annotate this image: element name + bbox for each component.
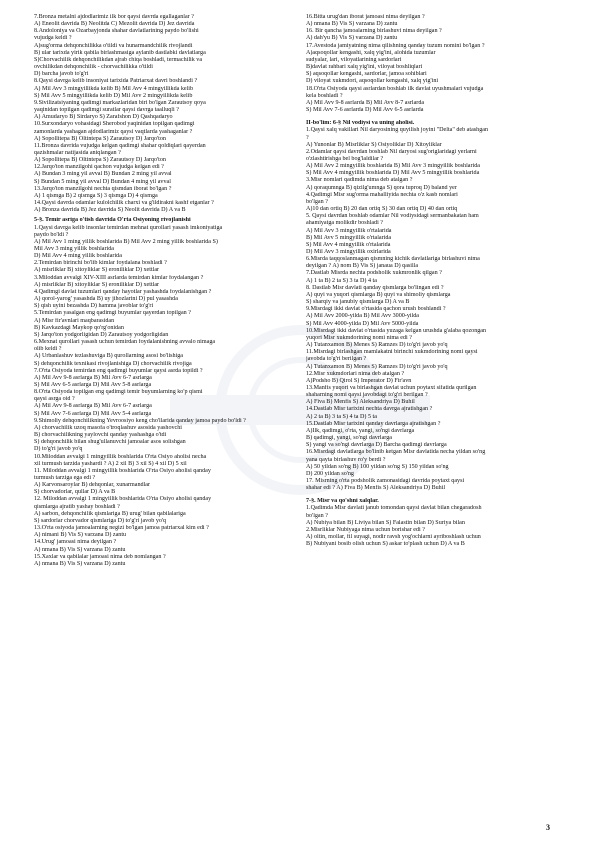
text-line: S) Mil Avv 4 mingyillik o'rtalarida — [306, 241, 391, 248]
text-line: yaqinidan topilgan qadimgi suratlar qaysi davrga taalluqli ? — [34, 107, 179, 114]
text-line: 1.Qadimda Misr davlati janub tomondan qaysi davlat bilan chegaradosh — [306, 505, 482, 512]
text-line: S) dehqonchilik texnikasi rivojlanishiga D) chorvachilik rivojiga — [34, 360, 192, 367]
text-line: 12.Misr xukmdorlari nima deb atalgan ? — [306, 370, 405, 377]
text-line: 14.Qaysi davrda odamlar kulolchilik charxi va g'ildirakni kashf etganlar ? — [34, 200, 214, 207]
text-line: 2.Temirdan birinchi bo'lib kimlar foydalana boshladi ? — [34, 260, 167, 267]
text-line: A)Ilk, qadimgi, o'rta, yangi, so'ngi davrlarga — [306, 427, 415, 434]
text-line: 6.Misrda taqqoslanmagan qismning kichik davlatlariga birlashuvi nima — [306, 256, 480, 263]
text-line: 13.Manfis yuqori va birlashgan davlat uchun poytaxt sifatida qurilgan — [306, 384, 477, 391]
text-line: A) nimani B) Vis S) varzana D) zantu — [34, 532, 127, 539]
text-line: S) Mil Avv 6-5 asrlarga D) Mil Avv 5-8 asrlarga — [34, 381, 152, 388]
text-line: shaharning nomi qaysi javobdagi to'g'ri berilgan ? — [306, 392, 428, 399]
text-line: 16.Misrdagi davlatlarga bo'linib ketgan Misr davlatida necha yildan so'ng — [306, 449, 486, 456]
text-line: A) oltin, mollar, fil suyagi, nodir ravsh yog'ochlarni ayriboshlash uchun — [306, 534, 481, 541]
text-line: 7.Dastlab Misrda nechta podsholik xukmronlik qilgan ? — [306, 270, 442, 277]
text-line: A) nmana B) Vis S) varzana D) zantu — [34, 546, 126, 553]
text-line: sudyalar, lari, viloyatlarining sardorlari — [306, 56, 402, 63]
text-line: 4.Qadimgi Misr sug'orma mahalliyida nechta o'z kasb nomlari — [306, 191, 458, 198]
text-line: A) Sopollitepa B) Oltintepa S) Zarautsoy D) Jarqo'ton — [34, 135, 166, 142]
text-line: 8.O'rta Osiyoda topilgan eng qadimgi temir buyumlarning ko'p qismi — [34, 389, 203, 396]
text-line: 7.Bronza metalni ajdodlarimiz ilk bor qaysi davrda egallaganlar ? — [34, 14, 194, 20]
text-line: B) ular tarixda yirik qabila birlashmasiga aylanib dastlabki davlatlarga — [34, 49, 206, 56]
section-heading: II-bo'lim: 6-§ Nil vodiysi va uning aholisi. — [306, 120, 415, 127]
text-line: S) sharqiy va janubiy qismlarga D) A va B — [306, 299, 410, 306]
page-number: 3 — [546, 823, 550, 832]
text-line: A) Mil Avv 1 ming yillik boshlarida B) Mil Avv 2 ming yillik boshlarida S) — [34, 238, 218, 245]
text-line: A) nmana B) Vis S) varzana D) zantu — [34, 560, 126, 567]
text-line: 12. Miloddan avvalgi 1 mingyillik boshlarida O'rta Osiyo aholisi qanday — [34, 496, 212, 503]
text-line: S) Mil Avv 4000-yilda D) Mil Avv 5000-yilda — [306, 320, 419, 327]
text-line: 1.Qaysi xalq vakillari Nil daryosining quyilish joyini "Delta" deb atashgan — [306, 127, 489, 134]
text-line: 13.Jarqo'ton manzilgohi nechta qismdan iborat bo'lgan ? — [34, 185, 172, 192]
text-line: A) 2 ta B) 3 ta S) 4 ta D) 5 ta — [306, 413, 377, 420]
text-line: A)10 dan ortiq B) 20 dan ortiq S) 30 dan ortiq D) 40 dan ortiq — [306, 206, 458, 213]
text-line: S) yangi va so'ngi davrlarga D) Barcha qadimgi davrlarga — [306, 442, 447, 449]
text-line: S) sardorlar chorvador qismlariga D) to'g'ri javob yo'q — [34, 517, 167, 524]
text-line: A) Yunonlar B) Misrliklar S) Osiyoliklar D) Xitoyliklar — [306, 141, 442, 148]
text-line: qaysi asrga oid ? — [34, 396, 75, 403]
text-line: A) Sopollitepa B) Oltintepa S) Zarautsoy D) Jarqo'ton — [34, 157, 166, 164]
text-line: Mil Avv 3 ming yillik boshlarida — [34, 246, 114, 252]
text-line: A) Amudaryo B) Sirdaryo S) Zarafshon D) Qashqadaryo — [34, 114, 173, 121]
text-line: A) Bundan 3 ming yil avval B) Bundan 2 ming yil avval — [34, 171, 172, 178]
text-line: 7.O'rta Osiyoda temirdan eng qadimgi buyumlar qaysi asrda topildi ? — [34, 367, 203, 374]
text-line: B) qadimgi, yangi, so'ngi davrlarga — [306, 435, 392, 442]
text-line: A) misrliklar B) xitoyliklar S) eroniliklar D) xettlar — [34, 281, 160, 288]
text-line: 15.Xaxlar va qabilalar jamoasi nima deb nomlangan ? — [34, 553, 166, 560]
text-line: A) chorvachilik uzoq masofa o'troqlashuv asosida yashovchi — [34, 424, 182, 431]
text-line: 12.Jarqo'ton manzilgohi qachon vujudga kelgan edi ? — [34, 164, 164, 171]
text-line: S) Mil Avv 4 mingyillik boshlarida D) Mil Avv 5 mingyillik boshlarida — [306, 170, 480, 177]
text-line: 14.Urug' jamoasi nima deyilgan ? — [34, 539, 117, 546]
text-line: S) Jarqo'ton yodgorligidan D) Zarautsoy yodgorligidan — [34, 331, 169, 338]
text-line: 8. Dastlab Misr davlati qanday qismlarga bo'lingan edi ? — [306, 284, 444, 291]
text-line: kela boshladi ? — [306, 92, 343, 99]
text-line: turmush tarziga ega edi ? — [34, 475, 96, 481]
text-line: 17.Avestoda jamiyatning nima qilishning qanday tuzum nomini bo'lgan ? — [306, 42, 485, 49]
text-line: A) Mil Avv 9-8 asrlarda B) Mil Avv 8-7 asrlarda — [306, 99, 425, 106]
text-line: 3.Misr nomlari qadimda nima deb atalgan ? — [306, 177, 413, 184]
left-column — [34, 14, 302, 834]
text-line: bo'lgan ? — [306, 198, 328, 205]
text-line: D) 200 yildan so'ng — [306, 470, 354, 477]
text-line: o'zlashtirishga bel bog'laldilar ? — [306, 155, 384, 162]
text-line: A) Mil Avv 9-8 asrlarga B) Mil Avv 6-7 asrlarga — [34, 374, 152, 381]
text-line: 3.Miloddan avvalgi XIV-XIII asrlarda temirdan kimlar foydalangan ? — [34, 274, 204, 281]
text-line: S) aqsoqollar kengashi, sardorlar, jamoa sohiblari — [306, 71, 427, 78]
text-line: A) 1 ta B) 2 ta S) 3 ta D) 4 ta — [306, 277, 377, 284]
text-line: A) Eneolit davrida B) Neolitda C) Mezolit davrida D) Jez davrida — [34, 21, 195, 28]
text-line: 10.Surxondaryo vohasidagi Sherobod yaqinidan topilgan qadimgi — [34, 121, 195, 128]
text-line: ahamiyatga molikdir boshladi ? — [306, 220, 383, 227]
text-line: B)davlat rahbari xalq yig'ini, viloyat boshliqlari — [306, 64, 423, 71]
text-line: ovchilikdan dehqonchilik - chorvachilikka o'tildi — [34, 64, 153, 71]
text-line: 11.Bronza davrida vujudga kelgan qadimgi shahar qoldiqlari qayerdan — [34, 142, 206, 149]
text-line: 6.Mexnat qurollari yasash uchun temirdan foydalanishning avvalo nimaga — [34, 339, 216, 346]
text-line: 11. Miloddan avvalgi 1 mingyillik boshlarida O'rta Osiyo aholisi qanday — [34, 467, 211, 474]
text-line: 11.Misrdagi birlashgan mamlakatni birinchi xukmdorining nomi qaysi — [306, 349, 478, 356]
text-line: 10.Misrdagi ikki davlat o'rtasida yuzaga kelgan urushda g'alaba qozongan — [306, 327, 487, 334]
text-line: A) Nubiya bilan B) Liviya bilan S) Falastin bilan D) Suriya bilan — [306, 519, 465, 526]
text-line: A)sug'orma dehqonchilikka o'tildi va hunarmandchilik rivojlandi — [34, 42, 193, 49]
text-line: A) nmana B) Vis S) varzana D) zantu — [306, 21, 398, 28]
text-line: S) qish uyini bezashda D) hamma javoblar to'g'ri — [34, 303, 154, 310]
text-line: D) barcha javob to'g'ri — [34, 71, 89, 78]
text-line: 13.O'rta osiyoda jamoalarning negizi bo'lgan jamoa patriarxal kim edi ? — [34, 525, 209, 532]
text-line: 10.Miloddan avvalgi 1 mingyillik boshlarida O'rta Osiyo aholisi necha — [34, 453, 207, 460]
text-line: S) dehqonchilik bilan shug'ullanuvchi jamoalar asos solishgan — [34, 439, 186, 446]
text-line: A) Mil Avv 3 mingyillikda kelib B) Mil Avv 4 mingyillikda kelib — [34, 85, 194, 92]
text-line: 17. Misrning o'rta podsholik zamonasidagi davrida poytaxt qaysi — [306, 478, 465, 484]
text-line: yuqori Misr xukmdorining nomi nima edi ? — [306, 334, 412, 341]
text-line: javobda to'g'ri berilgan ? — [306, 356, 367, 363]
text-line: xil turmush tarzida yashardi ? A) 2 xil B) 3 xil S) 4 xil D) 5 xil — [34, 460, 187, 467]
text-line: D) viloyat xukmdori, aqsoqollar kengashi, xalq yig'ini — [306, 78, 439, 85]
text-line: 9.Shimoliy dehqonchilikning Yevroosiyo keng cho'llarida qanday jamoa paydo bo'ldi ? — [34, 417, 246, 424]
text-line: zamonlarda yashagan ajdodlarimiz qaysi vaqtlarda yashaganlar ? — [34, 128, 193, 135]
text-line: bo'lgan ? — [306, 512, 328, 519]
text-line: 14.Dastlab Misr tarixini nechta davrga ajratishgan ? — [306, 406, 433, 413]
text-line: B) chorvachilikning yaylovchi qanday yashashga o'tdi — [34, 432, 167, 439]
text-line: 16.Bitta urug'dan iborat jamoasi nima deyilgan ? — [306, 14, 425, 20]
text-line: S)Chorvachilik dehqonchilikdan ajrab chiqa boshladi, termachilik va — [34, 56, 203, 63]
text-line: A) misrliklar B) xitoyliklar S) eroniliklar D) xettlar — [34, 267, 160, 274]
text-line: 9.Misrdagi ikki davlat o'rtasida qachon urush boshlandi ? — [306, 306, 446, 313]
text-line: 16. Bir qancha jamoalarning birlashuvi nima deyilgan ? — [306, 28, 442, 35]
text-line: deyilgan ? A) nom B) Vis S) janaua D) qasilla — [306, 263, 419, 270]
text-line: 4.Qadimgi davlat tuzumlari qanday hayotlar yashashda foydalanishgan ? — [34, 288, 212, 295]
text-line: A) sarbon, dehqonchilik qismlariga B) urug' bilan qabilalariga — [34, 510, 186, 517]
text-line: yana qayta birlashuv ro'y berdi ? — [306, 456, 386, 463]
text-line: A)aqsoqollar kengashi, xalq yig'ini, alohida tuzumlar — [306, 49, 436, 56]
text-line: vujudga keldi ? — [34, 35, 72, 42]
text-line: A) Fiva B) Menfis S) Aleksandriya D) Buhil — [306, 399, 415, 406]
text-line: A) Mil Avv 2 mingyillik boshlarida B) Mil Avv 3 mingyillik boshlarida — [306, 163, 480, 170]
text-line: 5.Temirdan yasalgan eng qadimgi buyumlar qayerdan topilgan ? — [34, 310, 191, 317]
text-line: A) qorol-yarog' yasashda B) uy jihozlarini D) pul yasashda — [34, 296, 178, 303]
text-line: A) Misr fir'avnlari maqbarasidan — [34, 317, 115, 324]
text-line: A)Podsho B) Qirol S) Imperator D) Fir'avn — [306, 377, 412, 384]
text-line: S) Bundan 5 ming yil avval D) Bundan 4 ming yil avval — [34, 178, 171, 185]
text-line: paydo bo'ldi ? — [34, 231, 69, 238]
text-line: 18.O'rta Osiyoda qaysi asrlardan boshlab ilk davlat uyushmalari vujudga — [306, 85, 484, 92]
text-line: A) Mil Avv 3 mingyillik o'rtalarida — [306, 227, 392, 234]
text-line: A) Karvonsaroylar B) dehqonlar, xunarmandlar — [34, 482, 151, 489]
text-line: S) Mil Avv 7-6 asrlarga D) Mil Avv 5-4 asrlarga — [34, 410, 152, 417]
text-line: A) 1 qismga B) 2 qismga S) 3 qismga D) 4 qismga — [34, 192, 158, 199]
text-line: 5. Qaysi davrdan boshlab odamlar Nil vodiysidagi sermanbakatan ham — [306, 213, 479, 220]
text-line: 2.Odamlar qaysi davrdan boshlab Nil daryosi sug'origlaridagi yerlarni — [306, 148, 477, 155]
text-line: A) Tutanxamon B) Menes S) Ramzes D) to'g'ri javob yo'q — [306, 363, 448, 370]
text-line: B) Nubiyani bosib olish uchun S) askar to'plash uchun D) A va B — [306, 541, 465, 548]
text-line: 2.Misrliklar Nubiyaga nima uchun borishar edi ? — [306, 526, 425, 533]
section-heading: 7-§. Misr va qo'shni xalqlar. — [306, 498, 379, 505]
text-line: 9.Sivilizatsiyaning qadimgi markazlaridan biri bo'lgan Zarautsoy qoya — [34, 99, 206, 106]
text-line: A) Mil Avv 2000-yilda B) Mil Avv 3000-yilda — [306, 313, 420, 320]
text-line: S) Mil Avv 7-6 asrlarda D) Mil Avv 6-5 asrlarda — [306, 107, 424, 114]
text-line: B) Mil Avv 5 mingyillik o'rtalarida — [306, 234, 392, 241]
text-line: 15.Dastlab Misr tarixini qanday davrlarga ajratishgan ? — [306, 420, 441, 427]
text-line: A) Mil Avv 9-8 asrlarga B) Mil Avv 6-7 asrlarga — [34, 403, 152, 410]
text-line: A) dah'yu B) Vis S) varzana D) zantu — [306, 35, 398, 42]
text-line: D) Mil Avv 4 ming yillik boshlarida — [34, 253, 122, 260]
text-line: qazishmalar natijasida aniqlangan ? — [34, 149, 121, 156]
text-line: 8.Andoloniya va Ozarbayjonda shahar davlatlarining paydo bo'lishi — [34, 28, 199, 35]
text-line: B) Kavkazdagi Maykop qo'rg'onidan — [34, 324, 124, 331]
text-line: A) Tutanxamon B) Menes S) Ramzes D) to'g'ri javob yo'q — [306, 342, 448, 349]
text-line: qismlarga ajratib yashay boshladi ? — [34, 503, 120, 510]
text-line: ? — [306, 134, 309, 141]
text-line: S) Mil Avv 5 mingyillikda kelib D) Mil Avv 2 mingyillikda kelib — [34, 92, 193, 99]
text-line: shahar edi ? A) Fiva B) Menfis S) Aleksandriya D) Buhil — [306, 485, 446, 492]
text-line: S) chorvadorlar, qullar D) A va B — [34, 489, 116, 496]
section-heading: 5-§. Temir asriga o'tish davrida O'rta Osiyoning rivojlanishi — [34, 217, 191, 224]
text-line: D) to'g'ri javob yo'q — [34, 446, 83, 453]
right-column — [306, 14, 564, 826]
text-line: 1.Qaysi davrga kelib insonlar temirdan mehnat qurollari yasash imkoniyatiga — [34, 224, 223, 231]
text-line: A) 50 yildan so'ng B) 100 yildan so'ng S) 150 yildan so'ng — [306, 463, 449, 470]
text-line: 8.Qaysi davrga kelib insoniyat tarixida Patriarxat davri boshlandi ? — [34, 78, 198, 85]
text-line: A) quyi va yuqori qismlarga B) quyi va shimoliy qismlarga — [306, 291, 451, 298]
text-line: olib keldi ? — [34, 346, 62, 353]
text-line: D) Mil Avv 3 mingyillik oxirlarida — [306, 249, 391, 255]
text-line: A) Bronza davrida B) Jez davrida S) Neolit davrida D) A va B — [34, 207, 186, 214]
text-line: A) qoraqumnga B) qizilg'umnga S) qora tuproq D) baland yer — [306, 184, 457, 191]
text-line: A) Urbanlashuv tezlashuviga B) qurollarning asosi bo'lishiga — [34, 353, 184, 360]
